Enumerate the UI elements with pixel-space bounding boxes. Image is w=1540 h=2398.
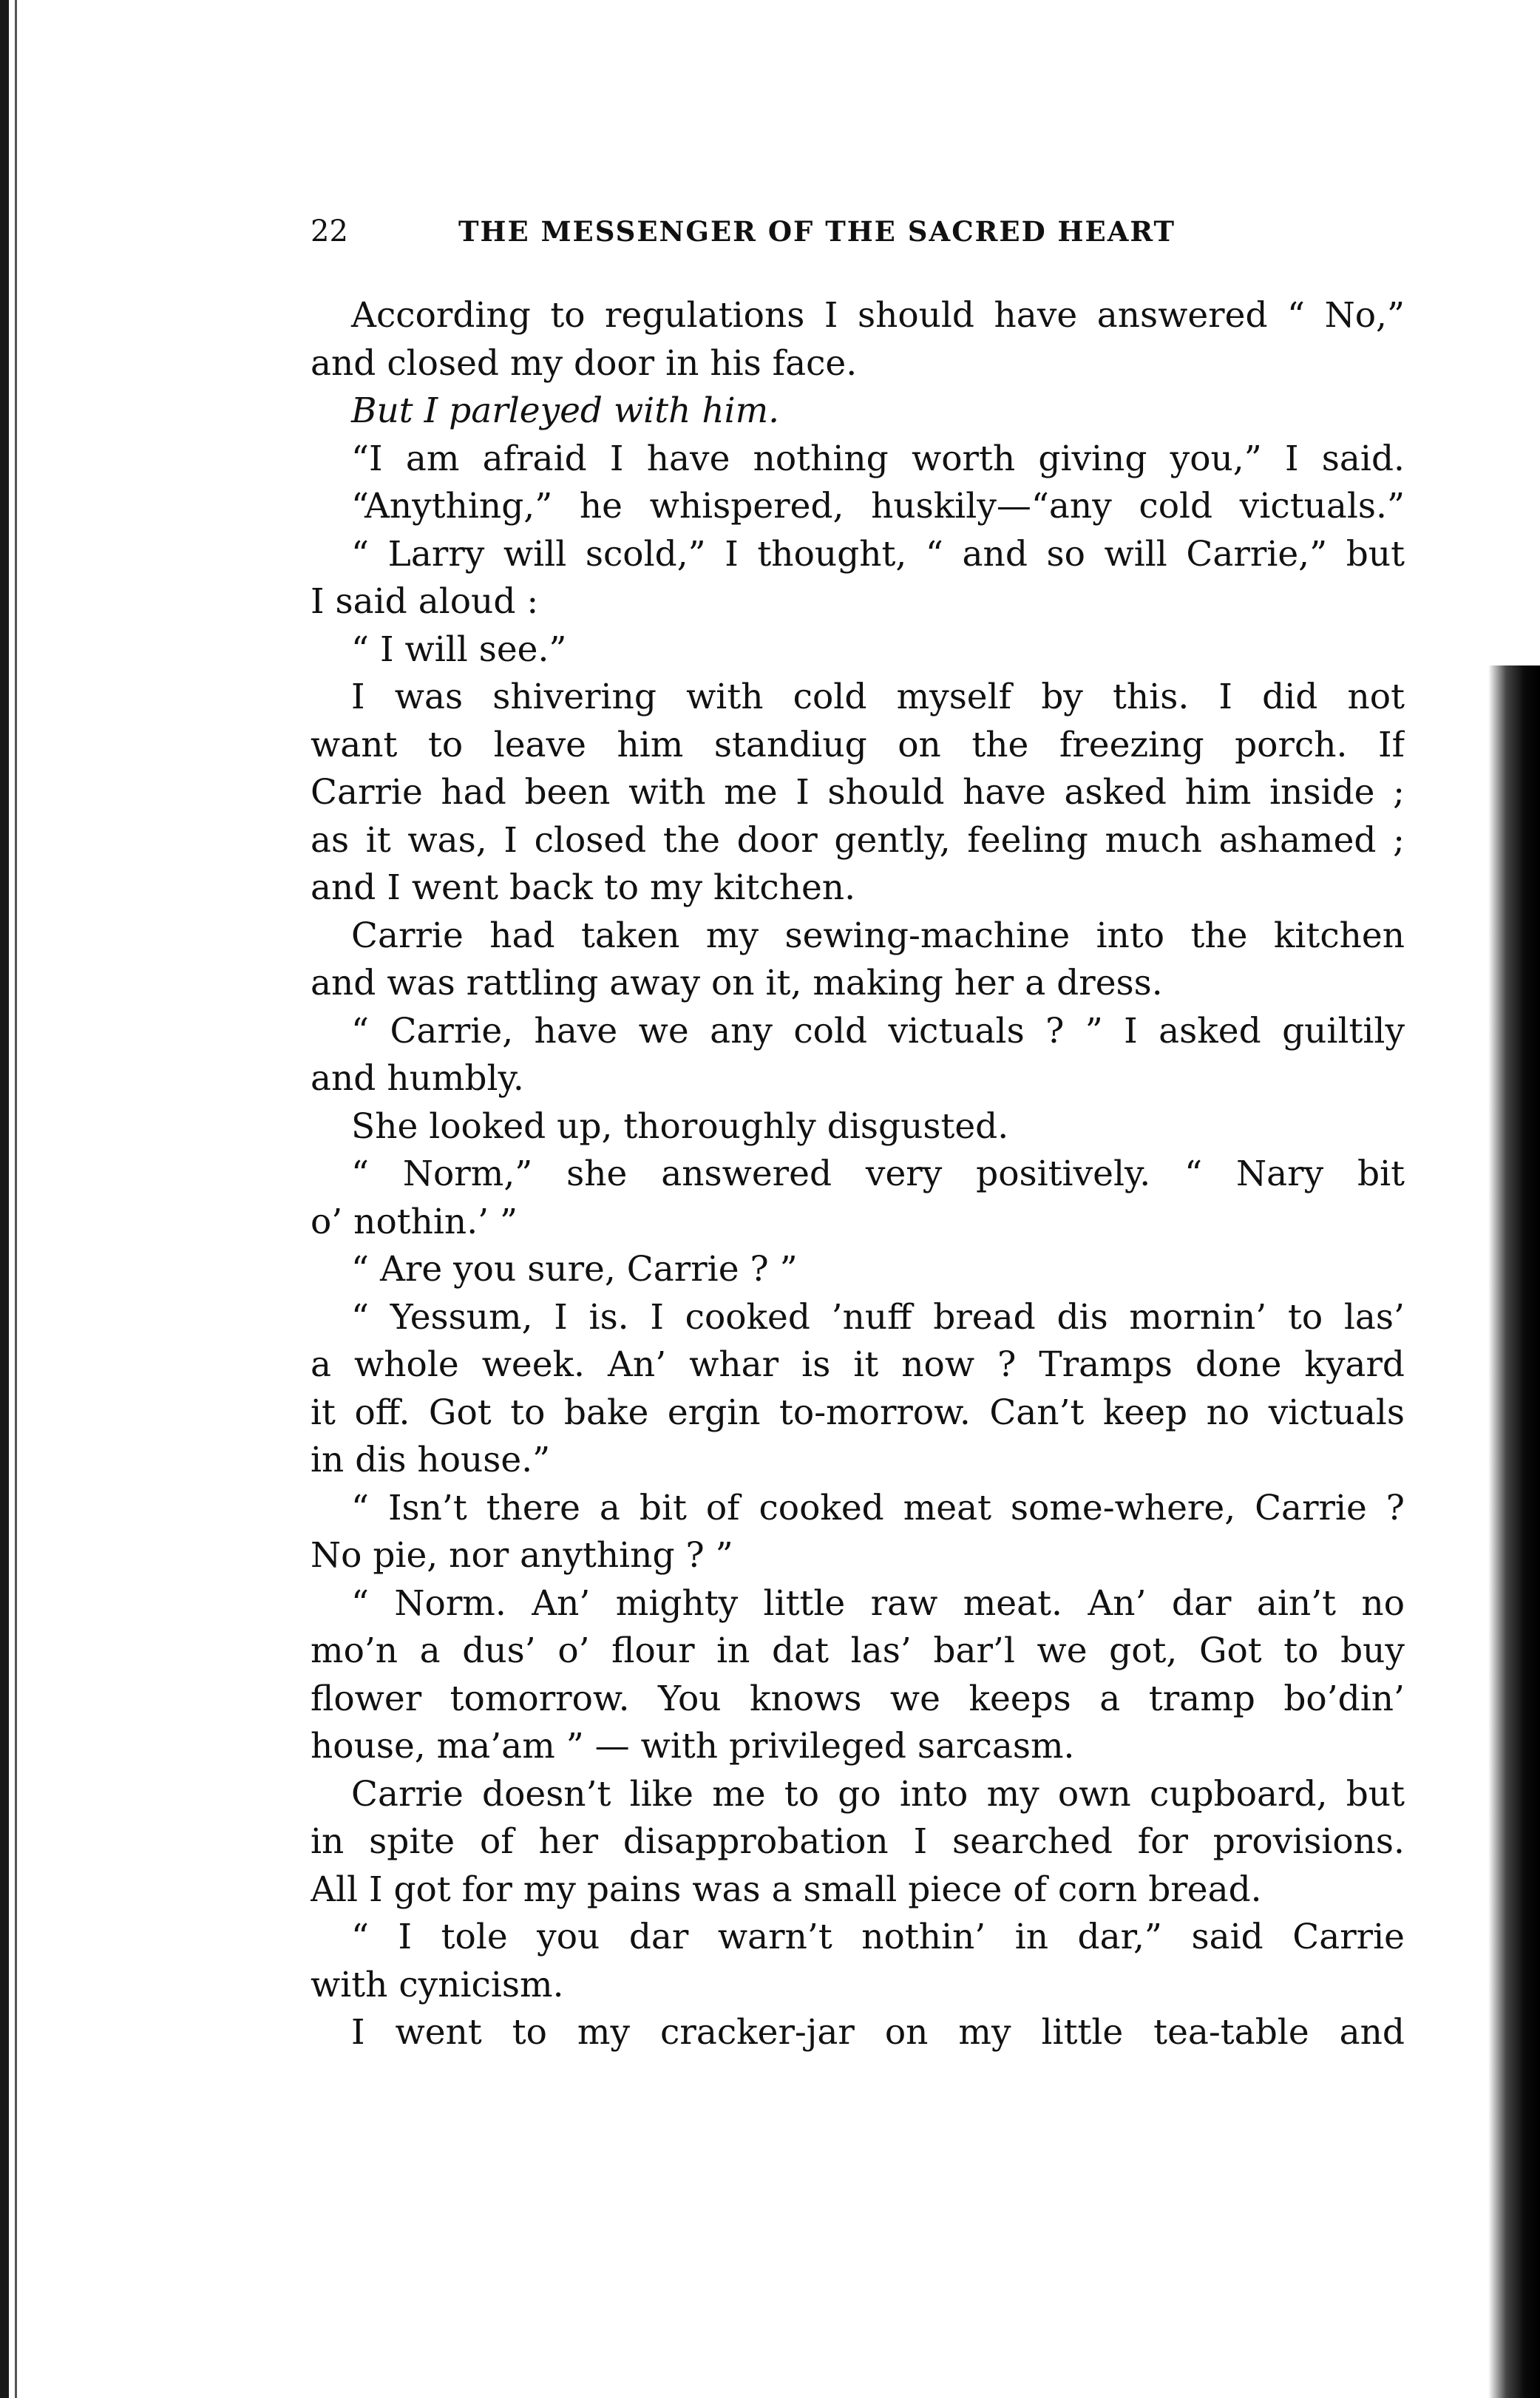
text-line: “ Yessum, I is. I cooked ’nuff bread dis mornin’ to las’: [351, 1296, 1405, 1338]
text-line: No pie, nor anything ? ”: [311, 1535, 733, 1576]
body-text: [311, 292, 1405, 2057]
text-line: flower tomorrow. You knows we keeps a tramp bo’din’: [311, 1678, 1405, 1719]
text-line: it off. Got to bake ergin to-morrow. Can’t keep no victuals: [311, 1392, 1405, 1433]
text-line: want to leave him standiug on the freezing porch. If: [311, 724, 1405, 765]
text-line: and I went back to my kitchen.: [311, 867, 856, 908]
text-line: mo’n a dus’ o’ flour in dat las’ bar’l we got, Got to buy: [311, 1630, 1405, 1671]
text-line: According to regulations I should have answered “ No,”: [351, 295, 1405, 336]
text-line: and closed my door in his face.: [311, 342, 858, 384]
text-line: “ I tole you dar warn’t nothin’ in dar,” said Carrie: [351, 1917, 1405, 1957]
book-page: [311, 214, 1405, 2057]
binding-edge: [0, 0, 9, 2398]
text-line: I said aloud :: [311, 581, 539, 622]
text-line: Carrie had taken my sewing-machine into the kitchen: [351, 915, 1405, 956]
text-line: “ I will see.”: [351, 629, 567, 670]
text-line: with cynicism.: [311, 1964, 564, 2005]
text-line: But I parleyed with him.: [351, 390, 780, 431]
text-line: o’ nothin.’ ”: [311, 1201, 518, 1242]
text-line: “ Norm. An’ mighty little raw meat. An’ dar ain’t no: [351, 1582, 1405, 1624]
page-edge-shadow: [1488, 665, 1540, 2398]
text-line: I was shivering with cold myself by this. I did not: [351, 677, 1405, 717]
running-title: THE MESSENGER OF THE SACRED HEART: [458, 215, 1176, 248]
text-line: “ Isn’t there a bit of cooked meat some-where, Carrie ?: [351, 1487, 1405, 1528]
text-line: “ Carrie, have we any cold victuals ? ” I asked guiltily: [351, 1010, 1405, 1051]
text-line: She looked up, thoroughly disgusted.: [351, 1105, 1009, 1147]
text-line: Carrie doesn’t like me to go into my own cupboard, but: [351, 1773, 1405, 1815]
text-line: “Anything,” he whispered, huskily—“any cold victuals.”: [351, 486, 1405, 526]
text-line: in dis house.”: [311, 1440, 551, 1480]
text-line: in spite of her disapprobation I searched for provisions.: [311, 1821, 1405, 1862]
text-line: a whole week. An’ whar is it now ? Tramps done kyard: [311, 1344, 1405, 1385]
text-line: “ Larry will scold,” I thought, “ and so will Carrie,” but: [351, 533, 1405, 575]
text-line: “ Norm,” she answered very positively. “ Nary bit: [351, 1154, 1405, 1194]
running-head: [311, 214, 1405, 259]
binding-edge-line: [15, 0, 17, 2398]
text-line: I went to my cracker-jar on my little tea-table and: [351, 2012, 1405, 2053]
text-line: house, ma’am ” — with privileged sarcasm.: [311, 1726, 1075, 1767]
text-line: “I am afraid I have nothing worth giving you,” I said.: [351, 438, 1405, 479]
text-line: Carrie had been with me I should have asked him inside ;: [311, 772, 1405, 813]
text-line: All I got for my pains was a small piece of corn bread.: [311, 1869, 1262, 1910]
text-line: “ Are you sure, Carrie ? ”: [351, 1249, 798, 1290]
text-line: and humbly.: [311, 1058, 524, 1099]
page-number: 22: [311, 214, 348, 248]
text-line: as it was, I closed the door gently, feeling much ashamed ;: [311, 819, 1405, 861]
text-line: and was rattling away on it, making her a dress.: [311, 963, 1163, 1003]
